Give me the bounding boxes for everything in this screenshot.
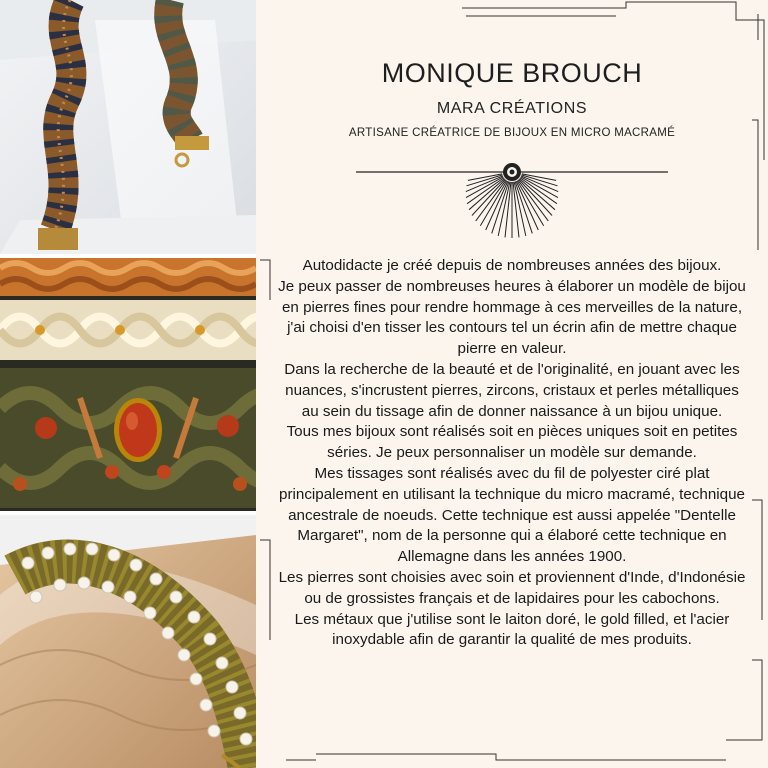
bio-paragraph: Autodidacte je créé depuis de nombreuses années des bijoux. — [302, 257, 722, 274]
sunburst-ornament — [356, 158, 668, 240]
text-panel — [256, 0, 768, 768]
sunburst-ray — [521, 176, 558, 192]
bio-paragraph: Je peux passer de nombreuses heures à élaborer un modèle de bijou en pierres fines pour rendre hommage à ces merveilles de la nature, j'ai choisi d'en tisser les contours tel un écrin afin de mettre chaque pierre en valeur. — [278, 277, 746, 358]
bio-paragraph: Les pierres sont choisies avec soin et proviennent d'Inde, d'Indonésie ou de grossistes français et de lapidaires pour les cabochons. — [278, 568, 746, 607]
photo-bracelet-brown-navy — [0, 0, 256, 254]
bio-paragraph: Mes tissages sont réalisés avec du fil de polyester ciré plat principalement en utilisant la technique du micro macramé, technique ancestrale de noeuds. Cette technique est aussi appelée "Dentelle Margaret", nom de la personne qui a élaboré cette technique en Allemagne dans les années 1900. — [279, 464, 745, 566]
sunburst-ray — [466, 176, 503, 192]
photo-bracelets-carnelian — [0, 258, 256, 511]
bio-paragraph: Dans la recherche de la beauté et de l'originalité, en jouant avec les nuances, s'incrustent pierres, zircons, cristaux et perles métalliques au sein du tissage afin de donner naissance à un bijou unique. — [284, 360, 740, 420]
tagline: ARTISANE CRÉATRICE DE BIJOUX EN MICRO MACRAMÉ — [348, 127, 676, 139]
artist-name: MONIQUE BROUCH — [381, 58, 643, 88]
photo-bracelet-pearls — [0, 515, 256, 768]
bio-paragraph: Tous mes bijoux sont réalisés soit en pièces uniques soit en petites séries. Je peux personnaliser un modèle sur demande. — [286, 423, 738, 462]
bio-paragraph: Les métaux que j'utilise sont le laiton doré, le gold filled, et l'acier inoxydable afin de garantir la qualité de mes produits. — [294, 610, 730, 649]
photo-column — [0, 0, 256, 768]
sunburst-ray — [468, 174, 502, 181]
bio-text — [276, 256, 748, 651]
brand-name: MARA CRÉATIONS — [436, 100, 588, 117]
sunburst-ray — [522, 174, 556, 181]
